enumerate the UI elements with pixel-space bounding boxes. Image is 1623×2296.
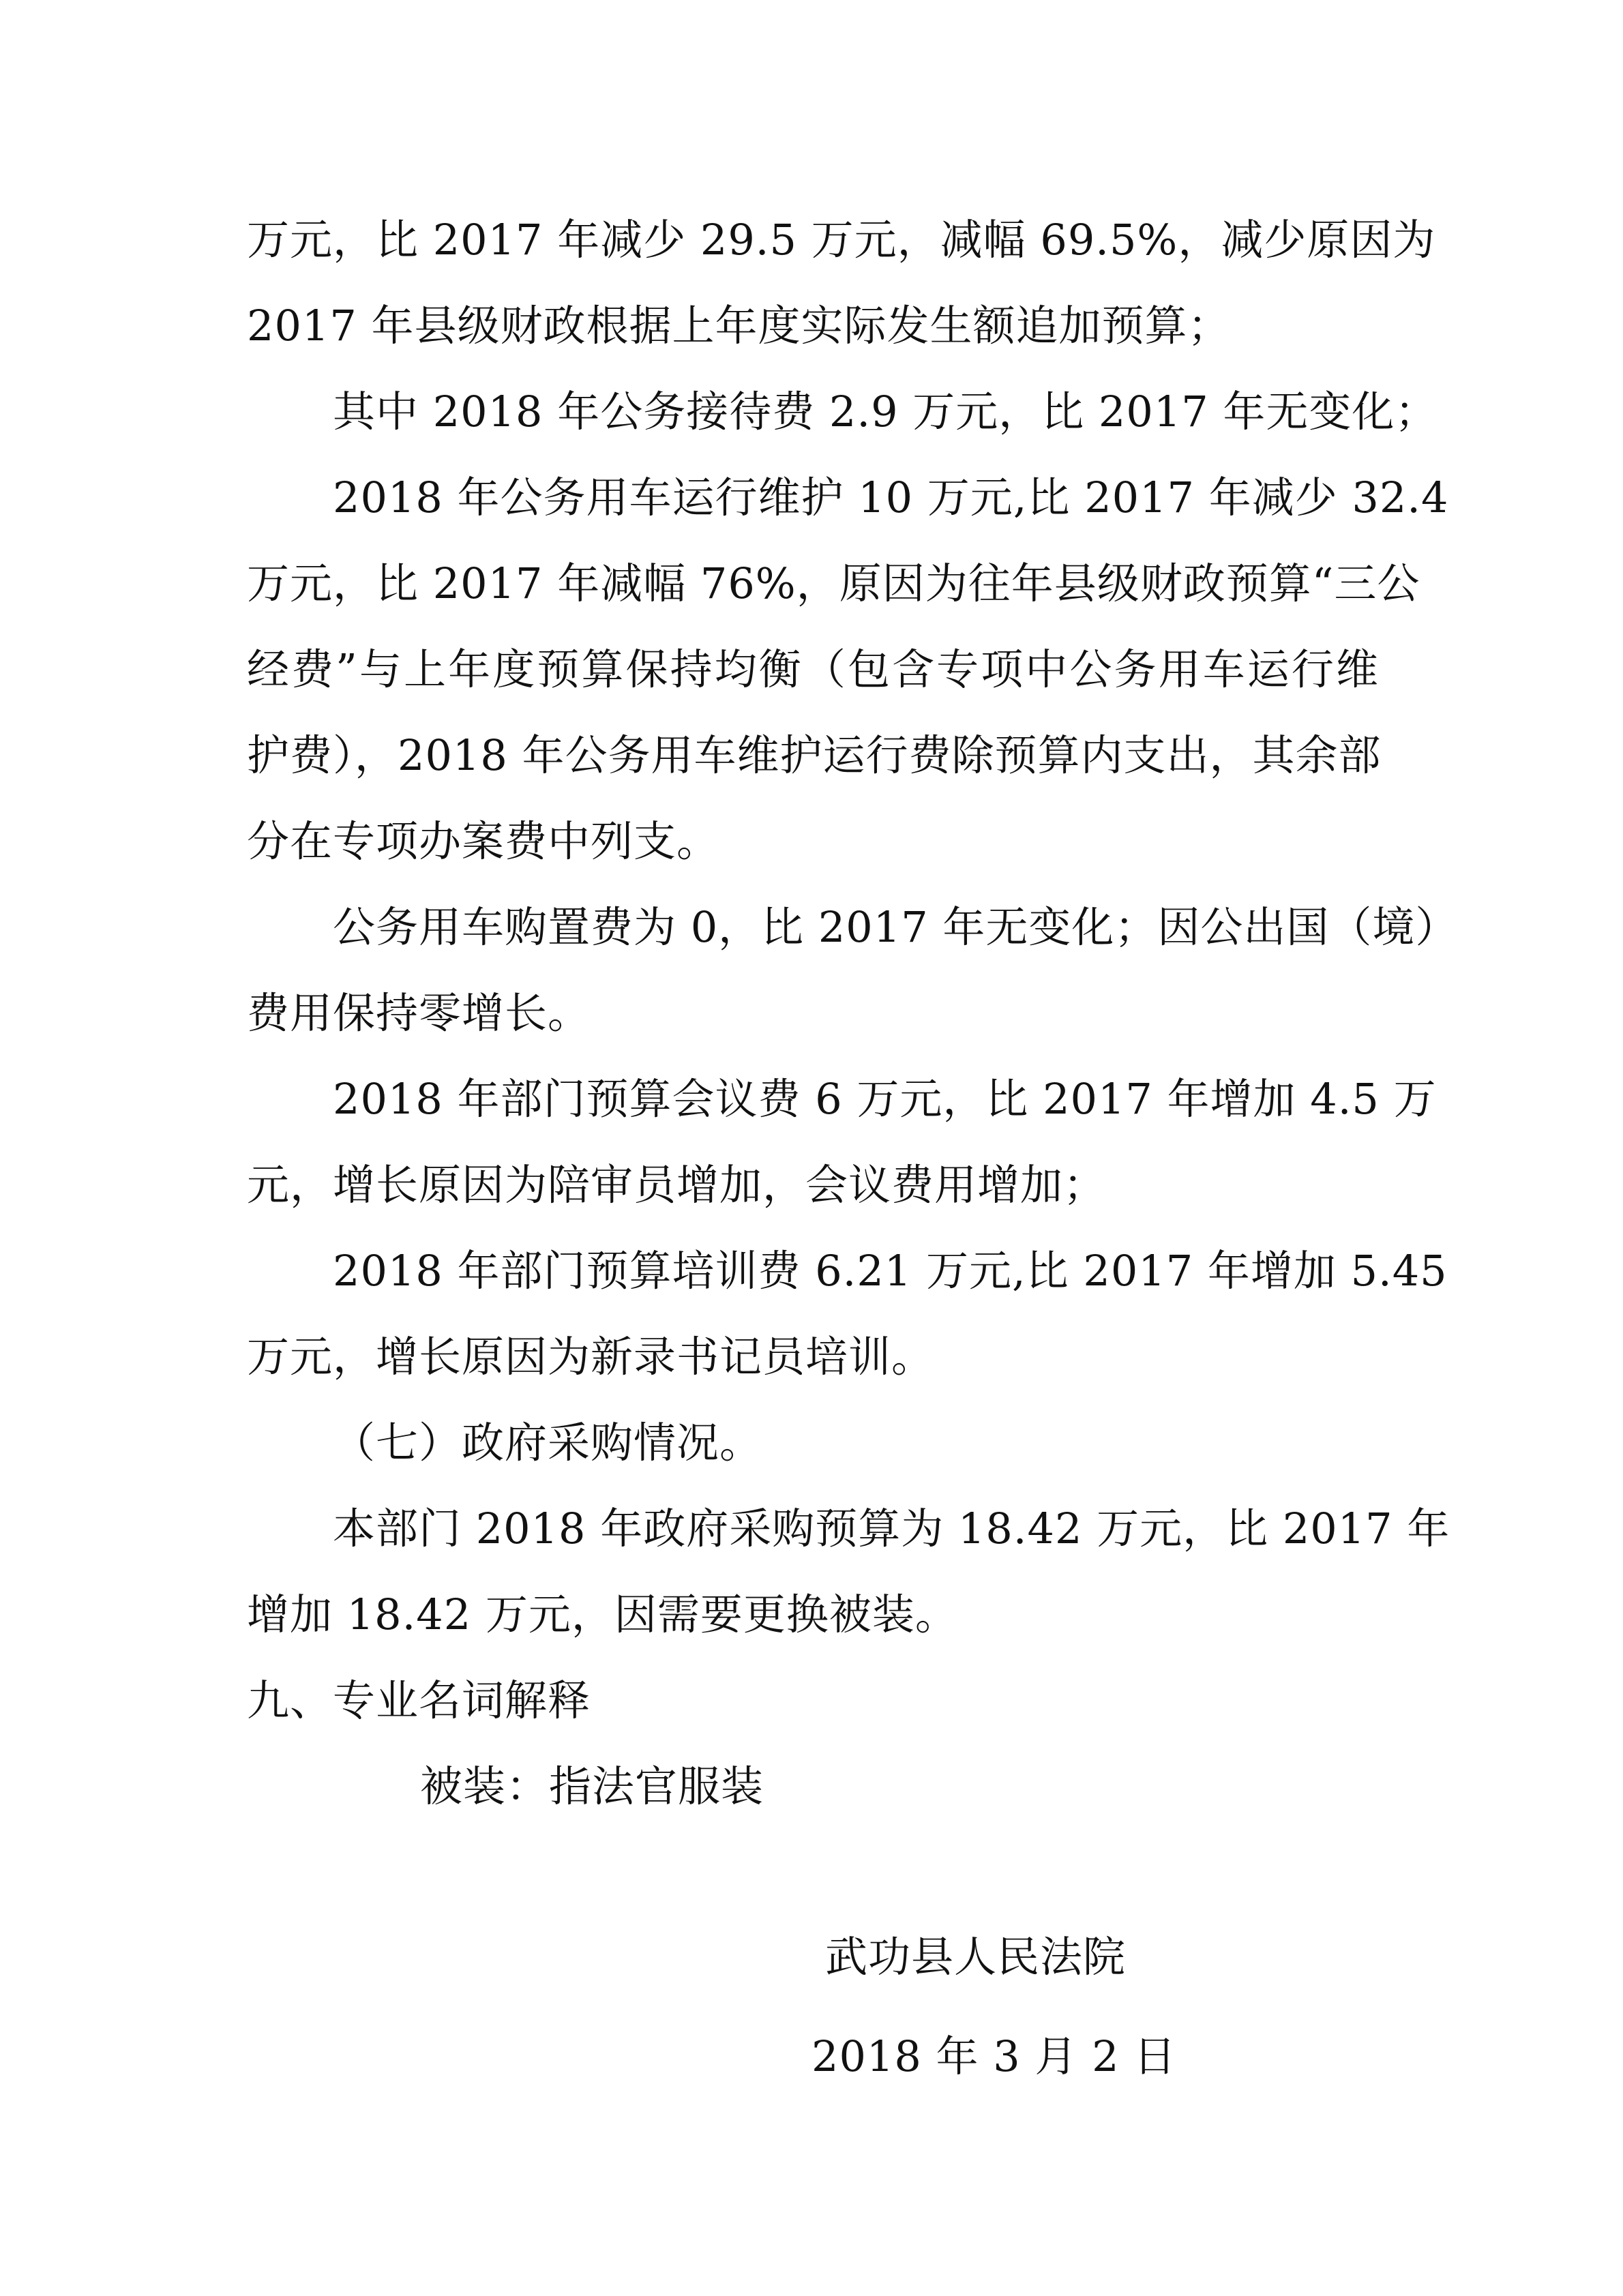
- section-heading-procurement: （七）政府采购情况。: [333, 1418, 763, 1467]
- para-line-14: 万元，增长原因为新录书记员培训。: [247, 1332, 935, 1382]
- para-line-5: 万元，比 2017 年减幅 76%，原因为往年县级财政预算“三公: [247, 558, 1420, 608]
- para-line-7: 护费），2018 年公务用车维护运行费除预算内支出，其余部: [247, 730, 1382, 780]
- para-line-2: 2017 年县级财政根据上年度实际发生额追加预算；: [247, 301, 1231, 351]
- para-line-12: 元，增长原因为陪审员增加，会议费用增加；: [247, 1160, 1107, 1210]
- para-line-4: 2018 年公务用车运行维护 10 万元,比 2017 年减少 32.4: [333, 473, 1449, 522]
- para-line-8: 分在专项办案费中列支。: [247, 816, 720, 866]
- para-line-13: 2018 年部门预算培训费 6.21 万元,比 2017 年增加 5.45: [333, 1246, 1448, 1296]
- para-line-6: 经费”与上年度预算保持均衡（包含专项中公务用车运行维: [247, 644, 1379, 694]
- para-line-16: 本部门 2018 年政府采购预算为 18.42 万元，比 2017 年: [333, 1504, 1450, 1553]
- signature-org: 武功县人民法院: [825, 1932, 1127, 1982]
- para-line-9: 公务用车购置费为 0，比 2017 年无变化；因公出国（境）: [333, 902, 1459, 952]
- para-line-17: 增加 18.42 万元，因需要更换被装。: [247, 1590, 958, 1639]
- signature-date: 2018 年 3 月 2 日: [812, 2031, 1177, 2081]
- glossary-entry: 被装：指法官服装: [420, 1761, 764, 1811]
- section-heading-glossary: 九、专业名词解释: [247, 1675, 591, 1725]
- para-line-3: 其中 2018 年公务接待费 2.9 万元，比 2017 年无变化；: [333, 387, 1438, 436]
- para-line-1: 万元，比 2017 年减少 29.5 万元，减幅 69.5%，减少原因为: [247, 215, 1436, 265]
- para-line-11: 2018 年部门预算会议费 6 万元，比 2017 年增加 4.5 万: [333, 1074, 1437, 1124]
- para-line-10: 费用保持零增长。: [247, 988, 591, 1038]
